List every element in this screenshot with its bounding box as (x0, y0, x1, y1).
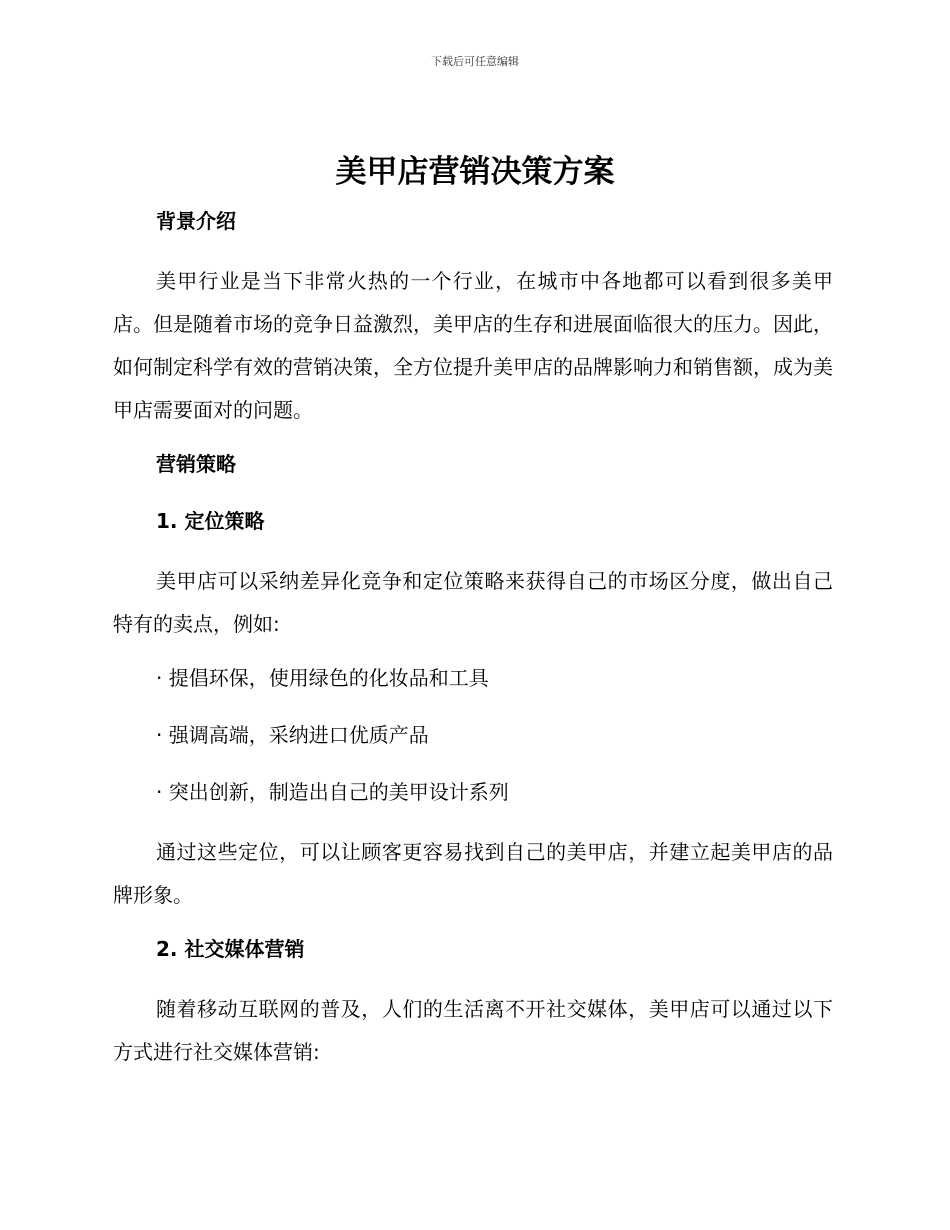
subheading-positioning: 1. 定位策略 (156, 509, 265, 533)
paragraph-social-media: 随着移动互联网的普及，人们的生活离不开社交媒体，美甲店可以通过以下方式进行社交媒体营销: (113, 997, 833, 1064)
paragraph-positioning-conclusion: 通过这些定位，可以让顾客更容易找到自己的美甲店，并建立起美甲店的品牌形象。 (113, 840, 833, 907)
header-note: 下载后可任意编辑 (431, 55, 519, 68)
bullet-item-eco: · 提倡环保，使用绿色的化妆品和工具 (156, 666, 489, 690)
bullet-item-premium: · 强调高端，采纳进口优质产品 (156, 723, 429, 747)
document-body (113, 203, 833, 1088)
section-heading-strategy: 营销策略 (156, 452, 236, 476)
section-heading-background: 背景介绍 (156, 209, 236, 233)
document-title: 美甲店营销决策方案 (335, 154, 615, 190)
paragraph-positioning: 美甲店可以采纳差异化竞争和定位策略来获得自己的市场区分度，做出自己特有的卖点，例如: (113, 569, 833, 636)
bullet-item-innovation: · 突出创新，制造出自己的美甲设计系列 (156, 780, 509, 804)
paragraph-background: 美甲行业是当下非常火热的一个行业，在城市中各地都可以看到很多美甲店。但是随着市场的竞争日益激烈，美甲店的生存和进展面临很大的压力。因此，如何制定科学有效的营销决策，全方位提升美甲店的品牌影响力和销售额，成为美甲店需要面对的问题。 (113, 269, 833, 422)
subheading-social-media: 2. 社交媒体营销 (156, 937, 305, 961)
